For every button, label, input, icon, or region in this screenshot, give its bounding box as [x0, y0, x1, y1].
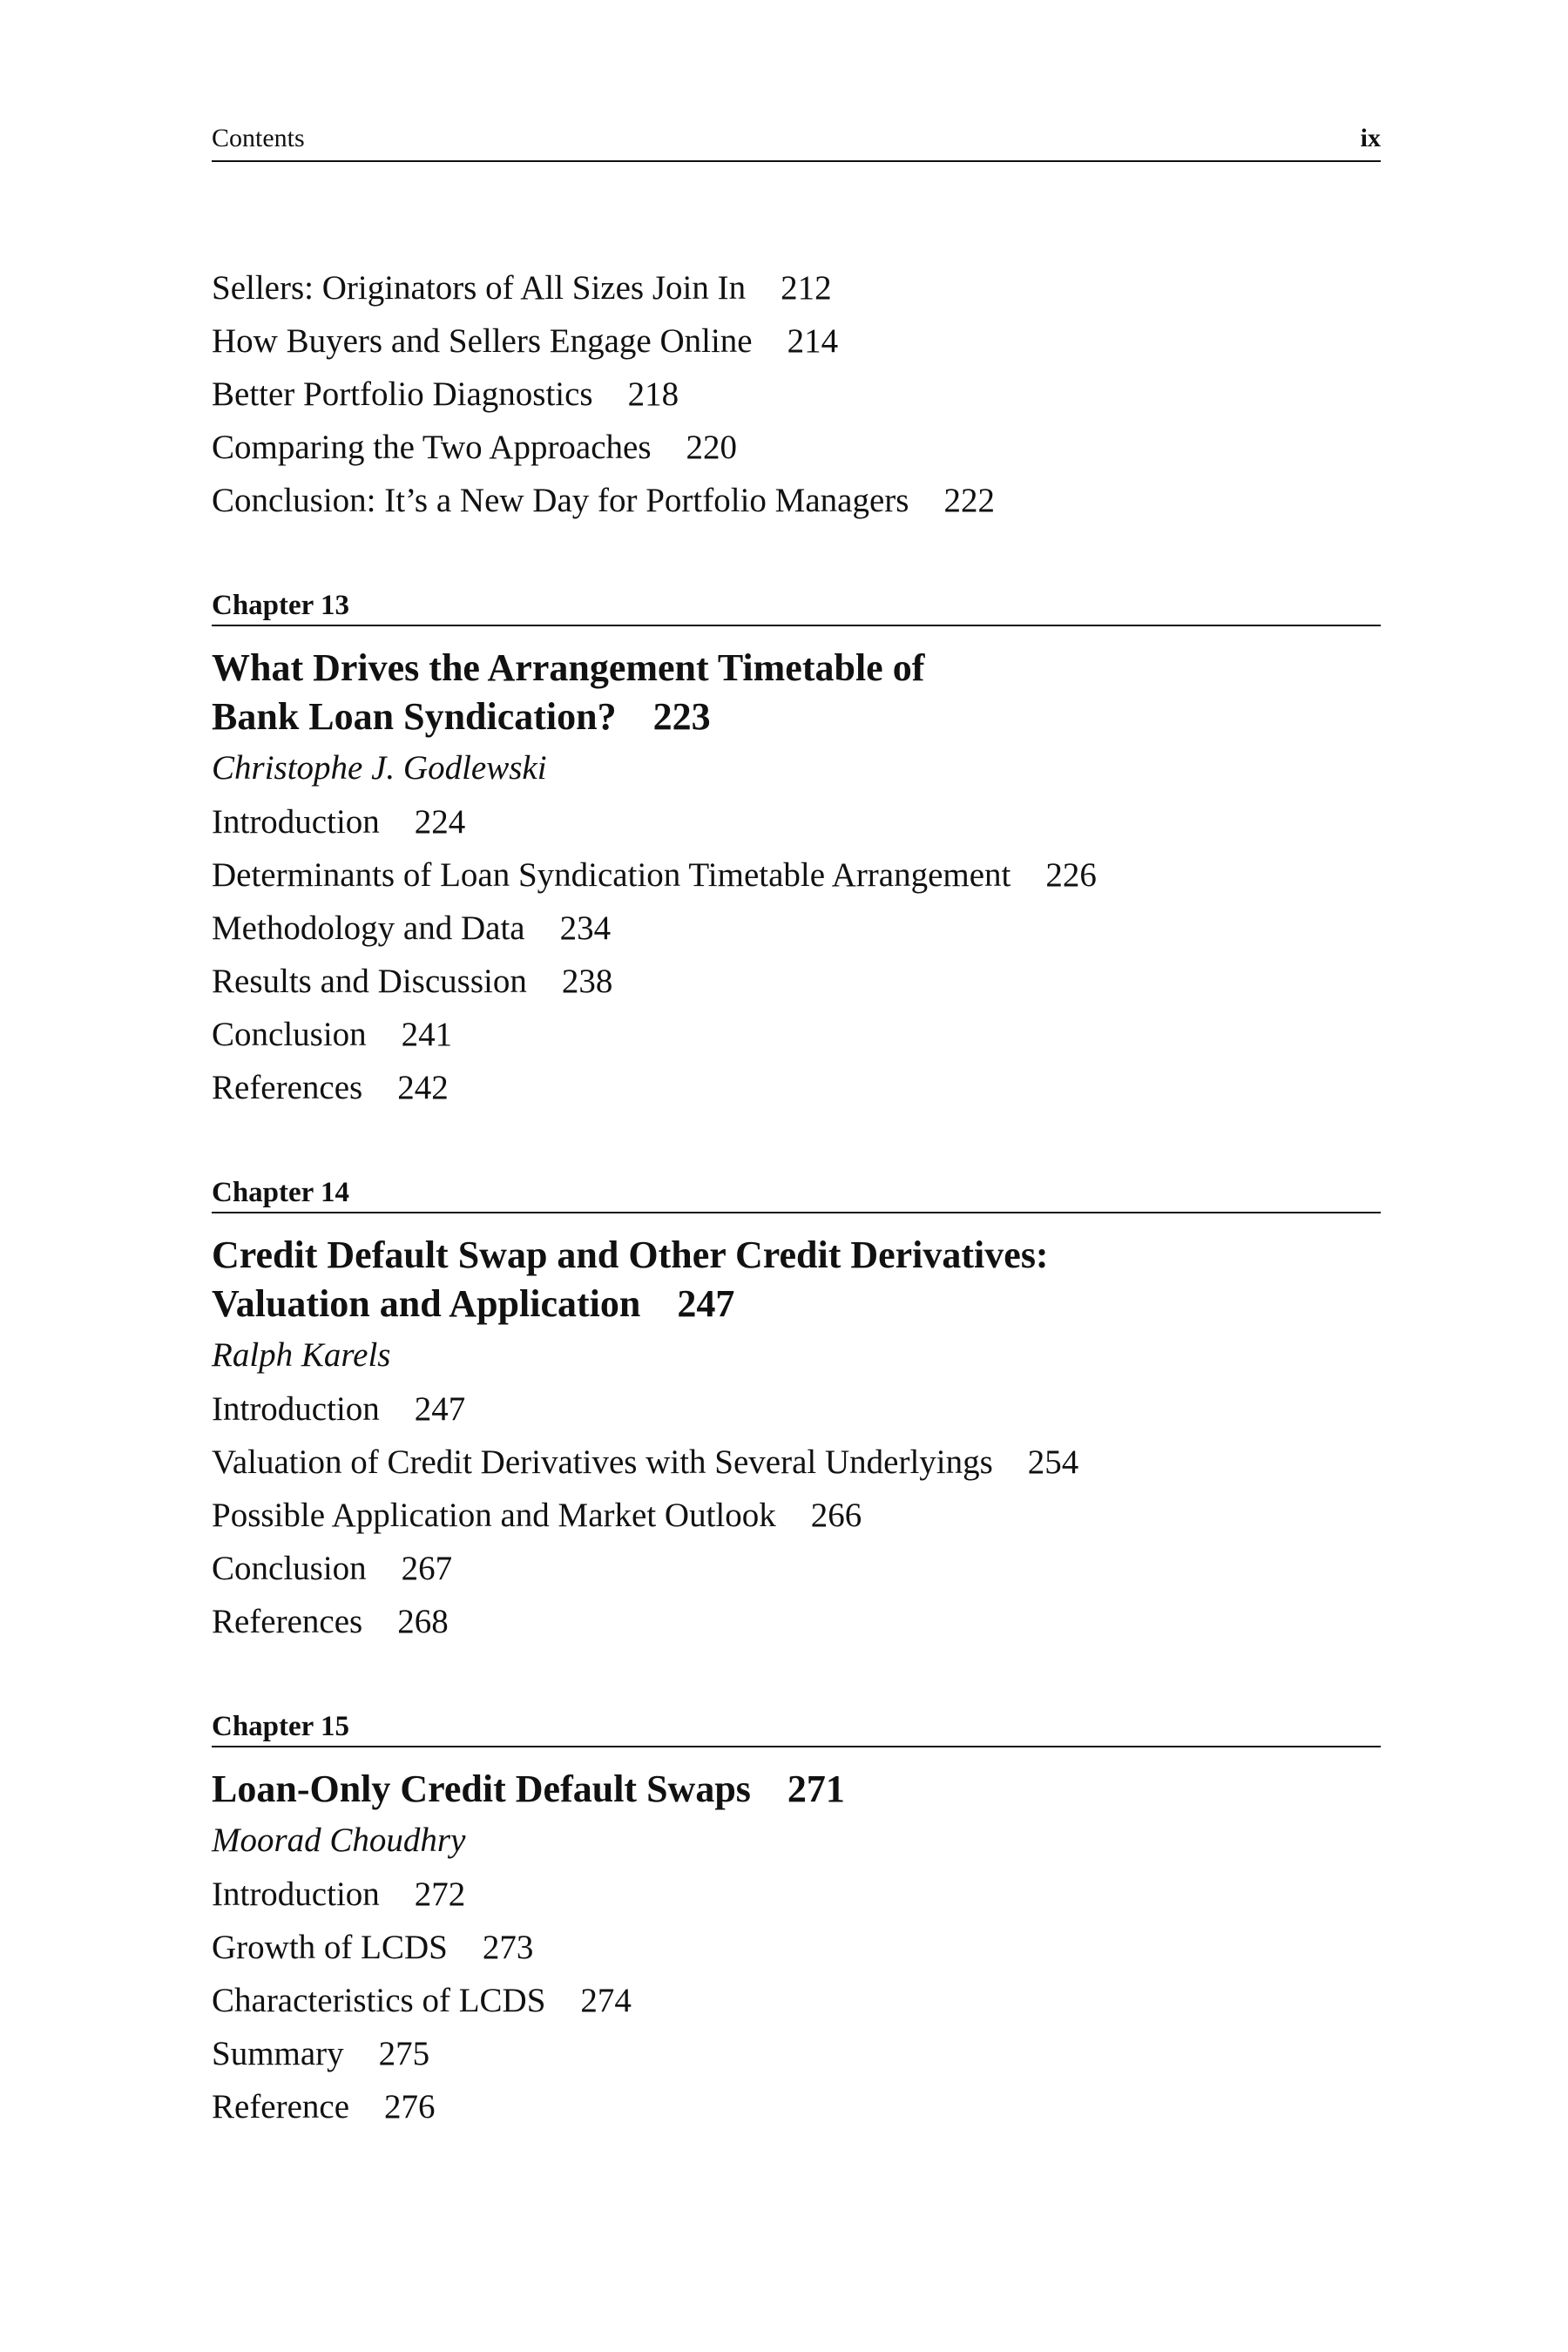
- entry-page: 214: [787, 322, 839, 360]
- entry-page: 224: [414, 803, 466, 841]
- toc-entry[interactable]: [212, 1595, 1381, 1648]
- toc-entry[interactable]: [212, 902, 1381, 955]
- chapter-14: [212, 1173, 1381, 1648]
- entry-title: Reference: [212, 2088, 350, 2126]
- entry-page: 222: [943, 482, 995, 519]
- toc-entry[interactable]: [212, 1382, 1381, 1436]
- toc-entry[interactable]: [212, 1974, 1381, 2027]
- running-head: [212, 124, 1381, 162]
- entry-title: Better Portfolio Diagnostics: [212, 375, 593, 413]
- entry-title: Conclusion: It’s a New Day for Portfolio Managers: [212, 482, 909, 519]
- entry-page: 274: [580, 1982, 632, 2019]
- toc-entry[interactable]: [212, 2080, 1381, 2133]
- entry-page: 273: [482, 1929, 534, 1966]
- toc-entry[interactable]: [212, 368, 1381, 421]
- entry-page: 247: [414, 1390, 466, 1428]
- chapter-author: Moorad Choudhry: [212, 1821, 466, 1859]
- entry-page: 234: [559, 909, 612, 947]
- entry-page: 242: [397, 1069, 449, 1106]
- entry-title: Methodology and Data: [212, 909, 525, 947]
- chapter-title-line: Bank Loan Syndication?: [212, 695, 617, 738]
- entry-page: 272: [414, 1876, 466, 1913]
- entry-title: Introduction: [212, 1390, 380, 1428]
- toc-entry[interactable]: [212, 314, 1381, 368]
- chapter-title-line: Loan-Only Credit Default Swaps: [212, 1767, 751, 1810]
- toc-entry[interactable]: [212, 848, 1381, 902]
- chapter-page: 271: [787, 1767, 845, 1810]
- toc-entry[interactable]: [212, 955, 1381, 1008]
- entry-title: References: [212, 1603, 363, 1640]
- entry-title: Sellers: Originators of All Sizes Join In: [212, 269, 747, 307]
- chapter-13: [212, 586, 1381, 1114]
- toc-entry[interactable]: [212, 1008, 1381, 1061]
- toc-entry[interactable]: [212, 1436, 1381, 1489]
- chapter-author: Ralph Karels: [212, 1336, 391, 1374]
- toc-entry[interactable]: [212, 261, 1381, 314]
- toc-entry[interactable]: [212, 474, 1381, 527]
- entry-page: 254: [1027, 1443, 1079, 1481]
- entry-title: Growth of LCDS: [212, 1929, 448, 1966]
- chapter-15: [212, 1707, 1381, 2133]
- entry-title: Introduction: [212, 803, 380, 841]
- entry-title: Results and Discussion: [212, 963, 527, 1000]
- chapter-title-line: Credit Default Swap and Other Credit Derivatives:: [212, 1233, 1049, 1276]
- toc-entry[interactable]: [212, 421, 1381, 474]
- entry-page: 266: [810, 1497, 862, 1534]
- running-head-page-number: ix: [1360, 124, 1381, 152]
- toc-entry[interactable]: [212, 2027, 1381, 2080]
- chapter-title[interactable]: [212, 644, 1381, 741]
- entry-title: Summary: [212, 2035, 344, 2072]
- toc-entry[interactable]: [212, 1061, 1381, 1114]
- entry-page: 220: [686, 429, 738, 466]
- entry-page: 218: [627, 375, 679, 413]
- entry-title: Characteristics of LCDS: [212, 1982, 546, 2019]
- chapter-page: 223: [652, 695, 711, 738]
- toc-entry[interactable]: [212, 1489, 1381, 1542]
- chapter-title[interactable]: [212, 1231, 1381, 1328]
- entry-title: Conclusion: [212, 1016, 367, 1053]
- entry-title: How Buyers and Sellers Engage Online: [212, 322, 753, 360]
- toc-entry[interactable]: [212, 795, 1381, 848]
- entry-page: 267: [401, 1550, 453, 1587]
- toc-body: [212, 261, 1381, 2133]
- continued-entries: [212, 261, 1381, 527]
- entry-title: Introduction: [212, 1876, 380, 1913]
- chapter-page: 247: [677, 1282, 735, 1325]
- chapter-label: Chapter 14: [212, 1173, 1381, 1213]
- entry-title: Possible Application and Market Outlook: [212, 1497, 776, 1534]
- toc-entry[interactable]: [212, 1921, 1381, 1974]
- chapter-title-line: What Drives the Arrangement Timetable of: [212, 646, 925, 689]
- entry-title: Comparing the Two Approaches: [212, 429, 652, 466]
- toc-entry[interactable]: [212, 1868, 1381, 1921]
- toc-entry[interactable]: [212, 1542, 1381, 1595]
- entry-page: 241: [401, 1016, 453, 1053]
- entry-page: 238: [561, 963, 613, 1000]
- chapter-author: Christophe J. Godlewski: [212, 749, 547, 787]
- entry-title: References: [212, 1069, 363, 1106]
- chapter-label: Chapter 15: [212, 1707, 1381, 1747]
- entry-page: 226: [1045, 856, 1097, 894]
- running-head-section: Contents: [212, 124, 305, 152]
- entry-page: 275: [378, 2035, 430, 2072]
- contents-page: [212, 0, 1381, 2352]
- entry-title: Conclusion: [212, 1550, 367, 1587]
- entry-page: 276: [384, 2088, 436, 2126]
- entry-page: 268: [397, 1603, 449, 1640]
- chapter-title[interactable]: [212, 1765, 1381, 1814]
- entry-title: Determinants of Loan Syndication Timetable Arrangement: [212, 856, 1011, 894]
- entry-page: 212: [781, 269, 832, 307]
- chapter-title-line: Valuation and Application: [212, 1282, 641, 1325]
- entry-title: Valuation of Credit Derivatives with Several Underlyings: [212, 1443, 993, 1481]
- chapter-label: Chapter 13: [212, 586, 1381, 626]
